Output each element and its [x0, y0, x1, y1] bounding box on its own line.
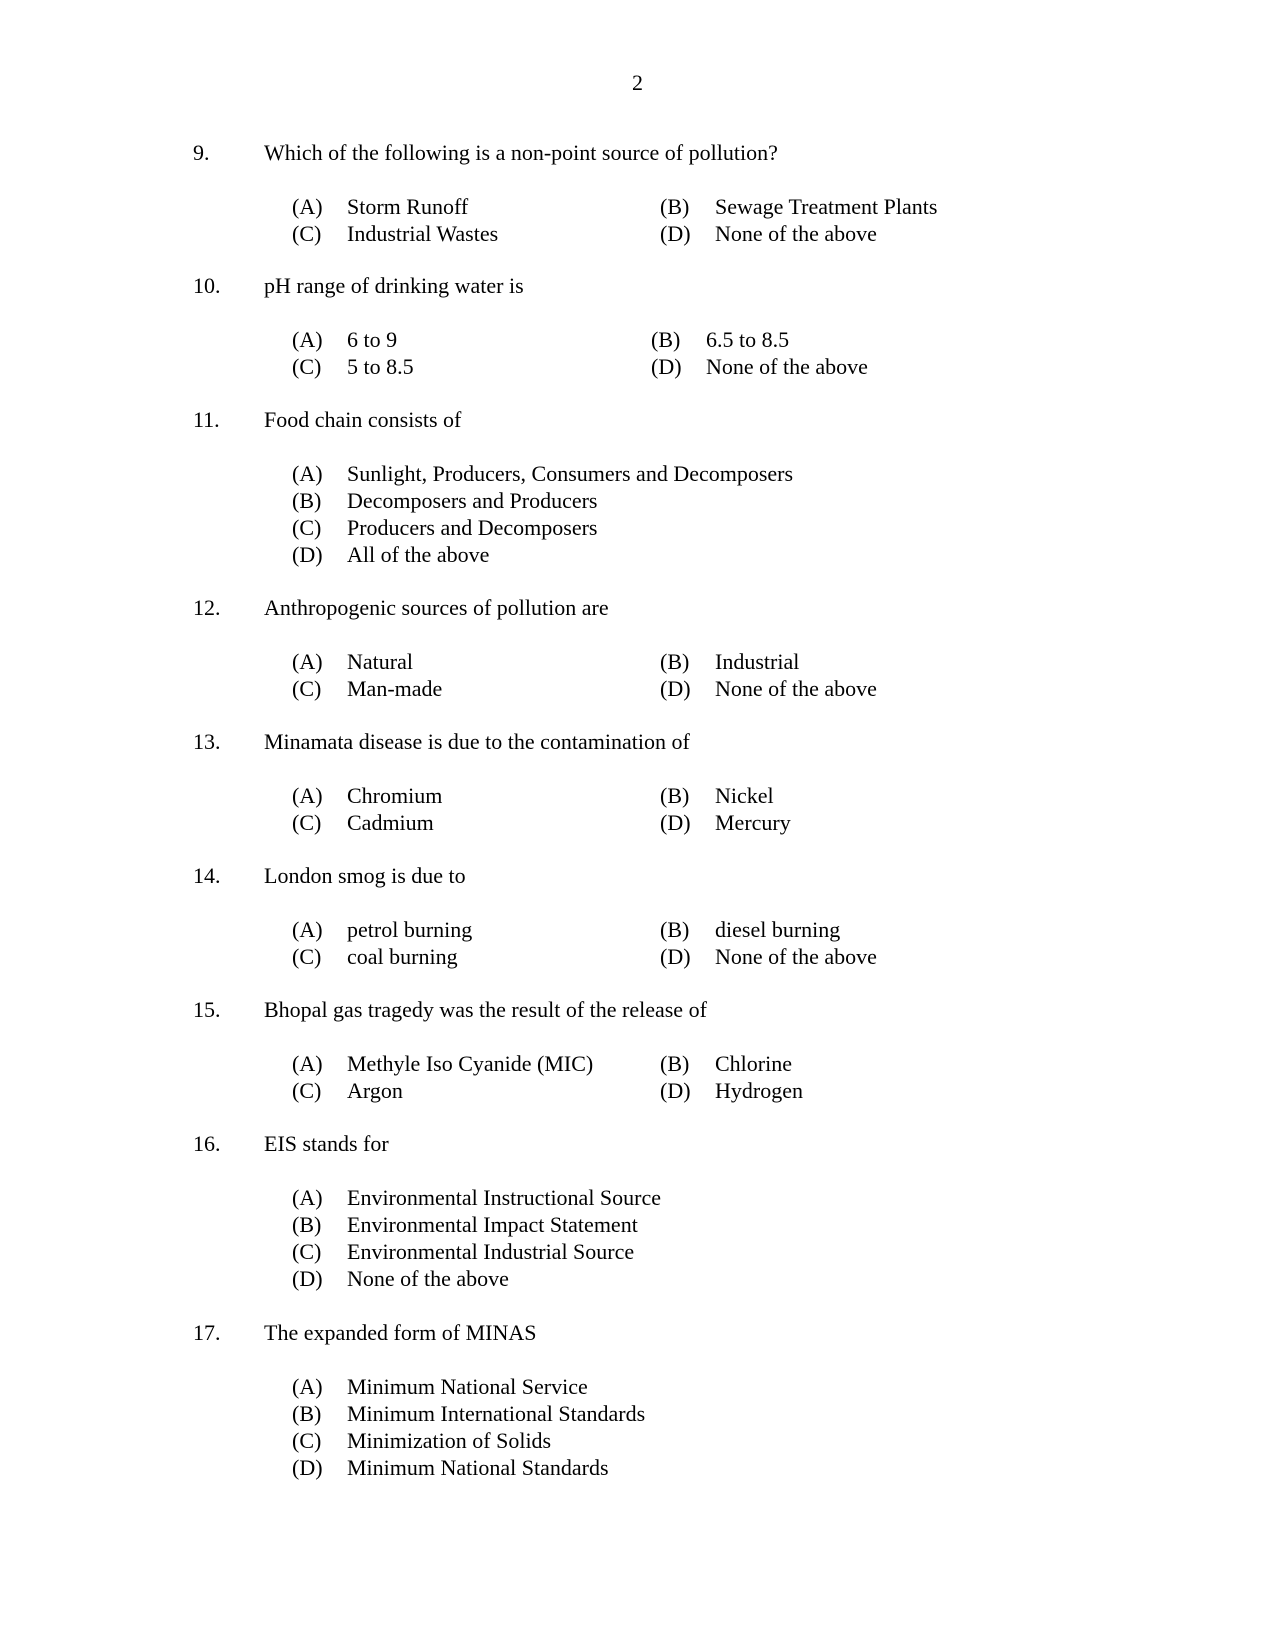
- option-letter: (D): [292, 1455, 323, 1480]
- option-text: Producers and Decomposers: [347, 515, 598, 540]
- page-number: 2: [632, 70, 643, 95]
- option-letter: (D): [660, 944, 691, 969]
- option-text: None of the above: [715, 221, 877, 246]
- options-grid: [0, 783, 1275, 837]
- option-text: Decomposers and Producers: [347, 488, 598, 513]
- option-letter: (A): [292, 194, 323, 219]
- option-text: Mercury: [715, 810, 791, 835]
- option-letter: (B): [660, 649, 690, 674]
- option-letter: (B): [292, 1212, 322, 1237]
- options-grid: [0, 1051, 1275, 1105]
- question-number: 14.: [193, 863, 221, 888]
- option-letter: (B): [660, 1051, 690, 1076]
- option-letter: (A): [292, 917, 323, 942]
- question-text: London smog is due to: [264, 863, 466, 888]
- option-text: diesel burning: [715, 917, 841, 942]
- option-text: Sewage Treatment Plants: [715, 194, 938, 219]
- option-text: 5 to 8.5: [347, 354, 414, 379]
- option-letter: (B): [660, 783, 690, 808]
- option-letter: (C): [292, 221, 322, 246]
- option-letter: (A): [292, 1051, 323, 1076]
- option-letter: (D): [660, 676, 691, 701]
- option-letter: (C): [292, 1239, 322, 1264]
- option-letter: (C): [292, 1428, 322, 1453]
- option-letter: (D): [660, 1078, 691, 1103]
- question-text: Anthropogenic sources of pollution are: [264, 595, 609, 620]
- options-grid: [0, 194, 1275, 248]
- option-letter: (D): [660, 221, 691, 246]
- option-letter: (D): [651, 354, 682, 379]
- option-text: None of the above: [715, 676, 877, 701]
- option-text: Chlorine: [715, 1051, 792, 1076]
- option-text: Minimum National Service: [347, 1374, 588, 1399]
- options-grid: [0, 649, 1275, 703]
- option-text: Minimum National Standards: [347, 1455, 609, 1480]
- option-letter: (A): [292, 327, 323, 352]
- option-text: Environmental Impact Statement: [347, 1212, 638, 1237]
- question-16: [0, 1131, 1275, 1293]
- option-text: Environmental Instructional Source: [347, 1185, 662, 1210]
- option-letter: (A): [292, 1374, 323, 1399]
- question-17: [0, 1320, 1275, 1482]
- option-letter: (B): [292, 1401, 322, 1426]
- options-grid: [0, 327, 1275, 381]
- option-text: Minimum International Standards: [347, 1401, 646, 1426]
- option-text: 6.5 to 8.5: [706, 327, 790, 352]
- question-number: 10.: [193, 273, 221, 298]
- question-number: 15.: [193, 997, 221, 1022]
- question-text: Which of the following is a non-point source of pollution?: [264, 140, 778, 165]
- question-text: Minamata disease is due to the contamination of: [264, 729, 690, 754]
- option-text: Man-made: [347, 676, 443, 701]
- option-text: All of the above: [347, 542, 490, 567]
- option-text: Nickel: [715, 783, 774, 808]
- option-text: Methyle Iso Cyanide (MIC): [347, 1051, 594, 1076]
- option-letter: (B): [292, 488, 322, 513]
- question-text: Food chain consists of: [264, 407, 462, 432]
- option-text: coal burning: [347, 944, 458, 969]
- question-13: [0, 729, 1275, 837]
- option-text: Chromium: [347, 783, 443, 808]
- options-grid: [0, 917, 1275, 971]
- option-letter: (D): [660, 810, 691, 835]
- option-letter: (A): [292, 461, 323, 486]
- question-15: [0, 997, 1275, 1105]
- question-number: 12.: [193, 595, 221, 620]
- option-letter: (A): [292, 783, 323, 808]
- option-letter: (D): [292, 1266, 323, 1291]
- question-11: [0, 407, 1275, 569]
- question-text: pH range of drinking water is: [264, 273, 524, 298]
- option-letter: (B): [651, 327, 681, 352]
- option-letter: (C): [292, 810, 322, 835]
- question-number: 11.: [193, 407, 220, 432]
- option-letter: (D): [292, 542, 323, 567]
- option-letter: (B): [660, 194, 690, 219]
- question-12: [0, 595, 1275, 703]
- option-text: Hydrogen: [715, 1078, 803, 1103]
- options-list: [0, 461, 1275, 569]
- option-letter: (C): [292, 515, 322, 540]
- question-10: [0, 273, 1275, 381]
- question-text: Bhopal gas tragedy was the result of the release of: [264, 997, 707, 1022]
- option-text: Argon: [347, 1078, 403, 1103]
- option-text: Industrial Wastes: [347, 221, 499, 246]
- option-text: Environmental Industrial Source: [347, 1239, 635, 1264]
- option-text: Natural: [347, 649, 413, 674]
- option-letter: (A): [292, 649, 323, 674]
- option-text: None of the above: [347, 1266, 509, 1291]
- question-number: 16.: [193, 1131, 221, 1156]
- option-text: None of the above: [715, 944, 877, 969]
- option-text: Cadmium: [347, 810, 434, 835]
- option-letter: (B): [660, 917, 690, 942]
- option-text: None of the above: [706, 354, 868, 379]
- options-list: [0, 1374, 1275, 1482]
- option-letter: (C): [292, 1078, 322, 1103]
- option-text: Storm Runoff: [347, 194, 469, 219]
- option-text: Industrial: [715, 649, 800, 674]
- options-list: [0, 1185, 1275, 1293]
- option-text: Sunlight, Producers, Consumers and Decomposers: [347, 461, 794, 486]
- option-text: 6 to 9: [347, 327, 398, 352]
- option-letter: (C): [292, 354, 322, 379]
- option-letter: (C): [292, 944, 322, 969]
- question-9: [0, 140, 1275, 248]
- option-text: petrol burning: [347, 917, 473, 942]
- option-letter: (A): [292, 1185, 323, 1210]
- question-14: [0, 863, 1275, 971]
- question-number: 9.: [193, 140, 210, 165]
- option-text: Minimization of Solids: [347, 1428, 552, 1453]
- option-letter: (C): [292, 676, 322, 701]
- question-number: 13.: [193, 729, 221, 754]
- question-text: The expanded form of MINAS: [264, 1320, 537, 1345]
- question-number: 17.: [193, 1320, 221, 1345]
- question-text: EIS stands for: [264, 1131, 389, 1156]
